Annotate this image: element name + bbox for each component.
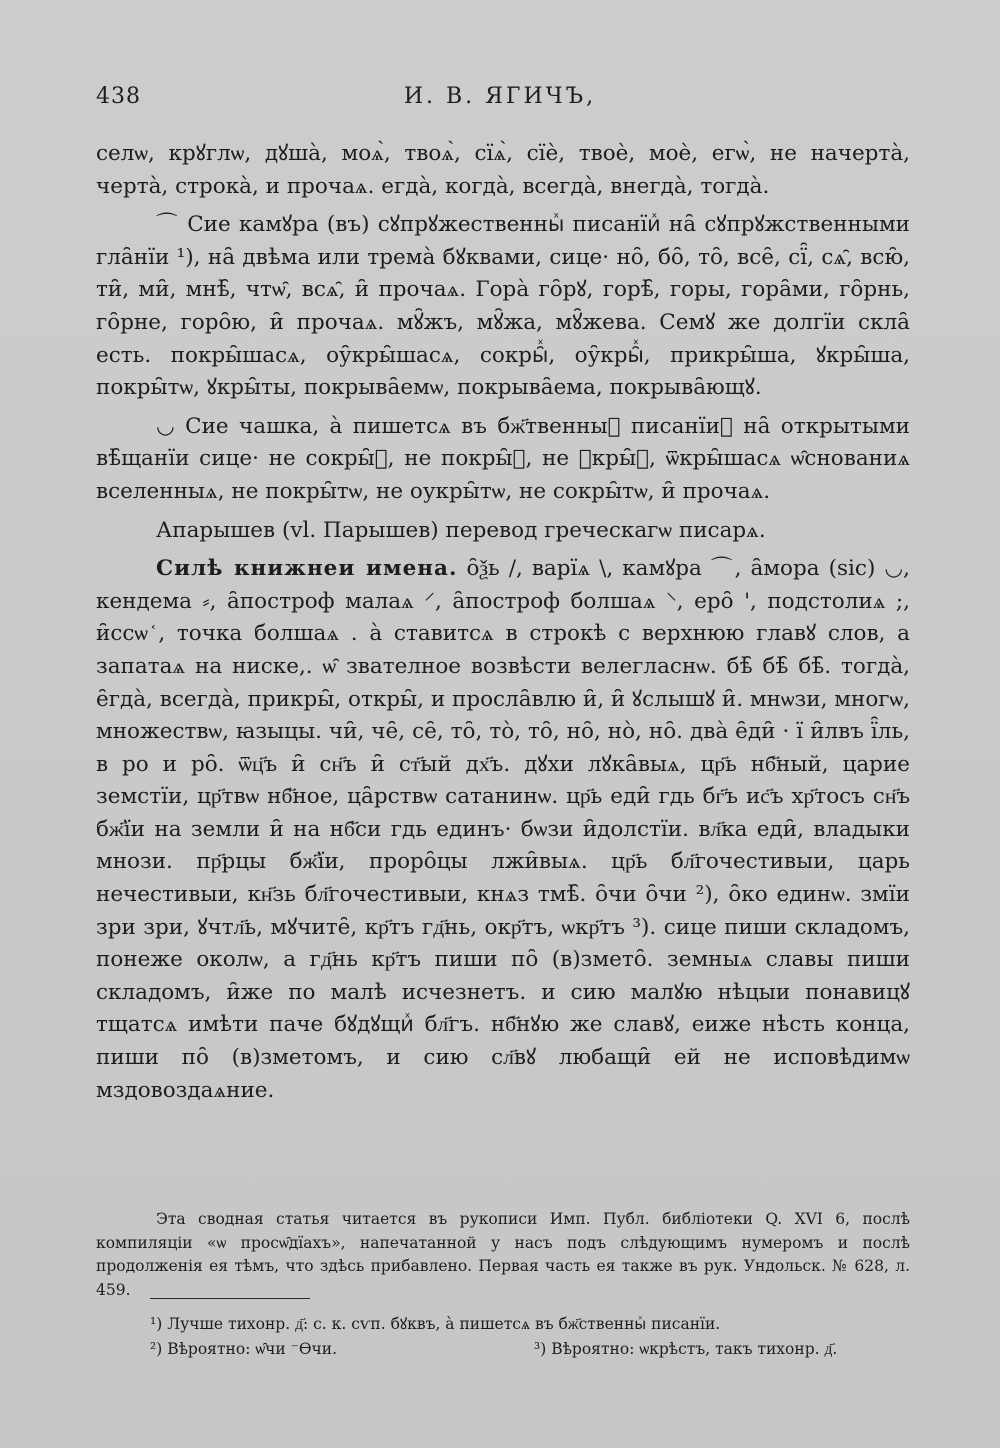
page-header (96, 84, 904, 118)
footnote-row-2 (150, 1337, 904, 1362)
footnote-1-text: ¹) Лучше тихонр. д҃: с. к. сѵп. бꙋквъ, а̀ пишетсѧ въ бж҃ственныⷯ писанїи. (150, 1315, 721, 1333)
main-text (96, 138, 910, 1107)
paragraph-aparyshev: Апарышев (vl. Парышев) перевод греческагѡ писарѧ. (156, 517, 766, 543)
paragraph-continuation: селѡ, крꙋглѡ, дꙋша̀, моѧ̀, твоѧ̀, сїѧ̀, сїѐ, твоѐ, моѐ, егѡ̀, не начерта̀, черта̀, строка̀, и прочаѧ. егда̀, когда̀, всегда̀, внегда̀, тогда̀. (96, 141, 910, 199)
source-note (96, 1208, 910, 1302)
footnotes (150, 1312, 904, 1362)
page-number: 438 (96, 84, 141, 109)
footnote-3-text: ³) Вѣроятно: ѡкрѣстъ, такъ тихонр. д҃. (534, 1340, 838, 1358)
paragraph-sile-text: о̑ѯь /, варїѧ \, камꙋра ⌒, а̑мора (sic) ◡, кендема ⸗, а̑построф малаѧ ⸍, а̑построф болшаѧ ⸌, еро̑ ', подстолиѧ ;, и̑ссѡ ᷾, точка болшаѧ . а̀ ставитсѧ в строкѣ с верхнюю главꙋ слов, а запатаѧ на ниске,. ѡ̑ звателное возвѣсти велегласнѡ. бѣ̑ бѣ̑ бѣ̑. тогда̀, е̑гда̀, всегда̀, прикры̑, откры̑, и просла̑влю и̑, и̑ ꙋслышꙋ и̑. мнѡзи, многѡ, множествѡ, ꙗзыцы. чи̑, че̑, се̑, то̑, то̀, то̑, но̑, но̀, но̑. два̀ е̑ди̑ · ї и̑лвъ ї̑ль, в ро и ро̑. ѿц҃ъ и̑ сн҃ъ и̑ ст҃ый дх҃ъ. дꙋхи лꙋка̑выѧ, цр҃ь нб҃ный, царие земстїи, цр҃твѡ нб҃ное, ца̑рствѡ сатанинѡ. цр҃ь еди̑ гдь бг҃ъ ис҃ъ хр҃тосъ сн҃ъ бж҃їи на земли и̑ на нб҃си гдь единъ· бѡзи и̑долстїи. вл҃ка еди̑, владыки мнози. пр҃рцы бж҃їи, проро̑цы лжи̑выѧ. цр҃ь бл҃гочестивыи, царь нечестивыи, кн҃зь бл҃гочестивыи, кнѧз тмѣ̑. о̑чи о̑чи ²), о̑ко единѡ. змїи зри зри, ꙋчтл҃ь, мꙋчите̑, кр҃тъ гд҃нь, окр҃тъ, ѡкр҃тъ ³). сице пиши складомъ, понеже околѡ, а гд҃нь кр҃тъ пиши по̑ (в)змето̑. земныѧ славы пиши складомъ, и̑же по малѣ исчезнетъ. и сию малꙋю нѣцыи понавицꙋ тщатсѧ имѣти паче бꙋдꙋщиⷯ бл҃гъ. нб҃нꙋю же славꙋ, еиже нѣсть конца, пиши по̑ (в)зметомъ, и сию сл҃вꙋ любащи̑ ей не исповѣдимѡ мздовоздаѧние. (96, 556, 910, 1103)
footnote-divider (150, 1298, 310, 1299)
running-head: И. В. ЯГИЧЪ, (403, 84, 597, 109)
runin-heading: Силѣ книжнеи имена. (156, 556, 458, 582)
paragraph-chashka: ◡ Сие чашка, а̀ пишетсѧ въ бж҃твенныⷯ писанїиⷯ на̑ открытыми вѣ̑щанїи сице· не сокры̑ⷯ, не покры̑ⷯ, не ꙋкры̑ⷯ, ѿкры̑шасѧ ѡ̑снованиѧ вселенныѧ, не покры̑тѡ, не оукры̑тѡ, не сокры̑тѡ, и̑ прочаѧ. (96, 413, 910, 504)
footnote-1 (150, 1312, 904, 1337)
paragraph-sile-knizhnei (96, 553, 910, 1107)
footnote-2-text: ²) Вѣроятно: ѡ̑чи ⁻Ѳчи. (150, 1340, 338, 1358)
source-note-text: Эта сводная статья читается въ рукописи Имп. Публ. библіотеки Q. XVI 6, послѣ компиляціи «ѡ просѡ̑дїахъ», напечатанной у насъ подъ слѣдующимъ нумеромъ и послѣ продолженія ея тѣмъ, что здѣсь прибавлено. Первая часть ея также въ рук. Ундольск. № 628, л. 459. (96, 1210, 910, 1299)
paragraph-kamora: ⌒ Сие камꙋра (въ) сꙋпрꙋжественныⷯ писанїиⷯ на̑ сꙋпрꙋжственными гла̑нїи ¹), на̑ двѣма или трема̀ бꙋквами, сице· но̑, бо̑, то̑, все̑, сї̑, сѧ̑, всю̑, ти̑, ми̑, мнѣ̑, чтѡ̑, всѧ̑, и̑ прочаѧ. Гора̀ го̑рꙋ, горѣ̑, горы, гора̑ми, го̑рнь, го̑рне, горо̑ю, и̑ прочаѧ. мꙋ̑жъ, мꙋ̑жа, мꙋ̑жева. Семꙋ же долгїи скла̑ есть. покры̑шасѧ, оу̑кры̑шасѧ, сокры̑ⷯ, оу̑кры̑ⷯ, прикры̑ша, ꙋкры̑ша, покры̑тѡ, ꙋкры̑ты, покрыва̑емѡ, покрыва̑ема, покрыва̑ющꙋ. (96, 212, 910, 401)
